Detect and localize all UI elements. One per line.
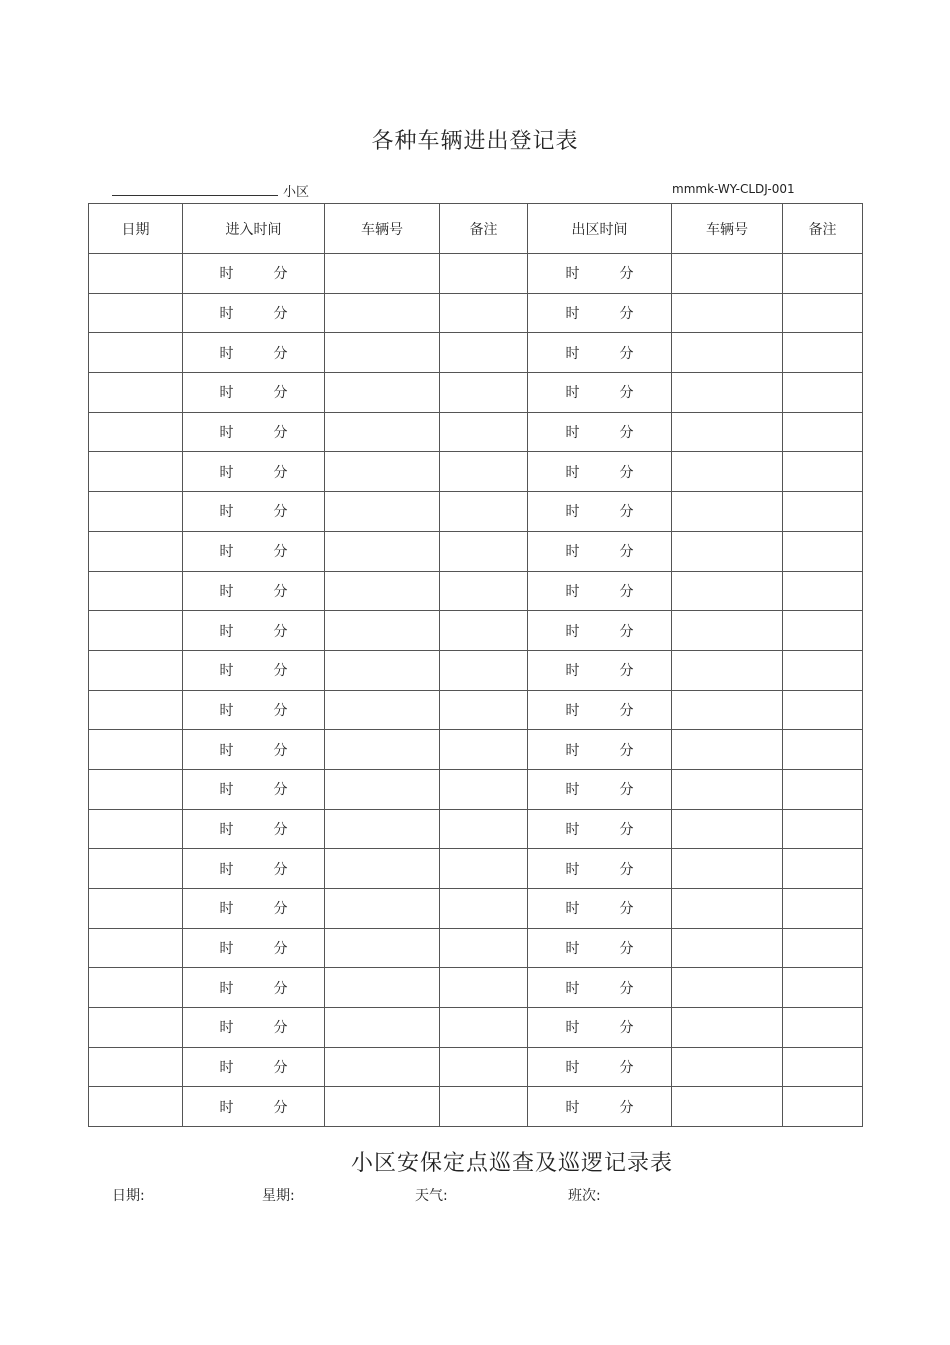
plate-in-cell[interactable] [325,730,440,770]
date-cell[interactable] [89,611,183,651]
minute-label: 分 [273,266,288,283]
table-row [89,531,863,571]
entry-time-cell[interactable] [183,968,325,1008]
remarks-in-cell[interactable] [440,531,528,571]
minute-label: 分 [619,1099,634,1116]
plate-out-cell[interactable] [672,611,783,651]
date-cell[interactable] [89,412,183,452]
plate-out-cell[interactable] [672,452,783,492]
minute-label: 分 [619,663,634,680]
hour-label: 时 [219,901,234,918]
date-cell[interactable] [89,1087,183,1127]
hour-label: 时 [565,1060,580,1077]
remarks-out-cell[interactable] [783,769,863,809]
hour-label: 时 [219,821,234,838]
hour-label: 时 [219,345,234,362]
exit-time-cell[interactable] [528,1008,672,1048]
remarks-in-cell[interactable] [440,611,528,651]
hour-label: 时 [219,504,234,521]
table-row [89,809,863,849]
date-cell[interactable] [89,1047,183,1087]
remarks-out-cell[interactable] [783,412,863,452]
minute-label: 分 [619,742,634,759]
table-row [89,571,863,611]
plate-in-cell[interactable] [325,1047,440,1087]
hour-label: 时 [565,663,580,680]
remarks-in-cell[interactable] [440,373,528,413]
remarks-out-cell[interactable] [783,333,863,373]
plate-in-cell[interactable] [325,492,440,532]
header-plate-in: 车辆号 [325,204,440,254]
date-cell[interactable] [89,690,183,730]
table-row [89,333,863,373]
hour-label: 时 [565,464,580,481]
exit-time-cell[interactable] [528,769,672,809]
plate-out-cell[interactable] [672,650,783,690]
hour-label: 时 [219,1099,234,1116]
entry-time-cell[interactable] [183,571,325,611]
hour-label: 时 [219,583,234,600]
minute-label: 分 [273,544,288,561]
exit-time-cell[interactable] [528,611,672,651]
entry-time-cell[interactable] [183,1008,325,1048]
exit-time-cell[interactable] [528,571,672,611]
hour-label: 时 [219,464,234,481]
remarks-in-cell[interactable] [440,1008,528,1048]
table-row [89,254,863,294]
plate-in-cell[interactable] [325,650,440,690]
table-row [89,650,863,690]
exit-time-cell[interactable] [528,492,672,532]
entry-time-cell[interactable] [183,690,325,730]
remarks-in-cell[interactable] [440,650,528,690]
hour-label: 时 [565,306,580,323]
remarks-in-cell[interactable] [440,1087,528,1127]
remarks-in-cell[interactable] [440,333,528,373]
entry-time-cell[interactable] [183,730,325,770]
hour-label: 时 [565,901,580,918]
plate-in-cell[interactable] [325,571,440,611]
minute-label: 分 [273,861,288,878]
plate-out-cell[interactable] [672,254,783,294]
plate-out-cell[interactable] [672,492,783,532]
exit-time-cell[interactable] [528,1087,672,1127]
hour-label: 时 [565,861,580,878]
field-date-label: 日期: [112,1188,145,1204]
remarks-in-cell[interactable] [440,769,528,809]
table-row [89,1087,863,1127]
hour-label: 时 [565,345,580,362]
remarks-out-cell[interactable] [783,373,863,413]
remarks-out-cell[interactable] [783,492,863,532]
minute-label: 分 [273,425,288,442]
plate-out-cell[interactable] [672,1008,783,1048]
minute-label: 分 [619,425,634,442]
plate-out-cell[interactable] [672,889,783,929]
entry-time-cell[interactable] [183,452,325,492]
minute-label: 分 [273,345,288,362]
hour-label: 时 [219,742,234,759]
plate-out-cell[interactable] [672,1047,783,1087]
exit-time-cell[interactable] [528,412,672,452]
minute-label: 分 [273,821,288,838]
remarks-out-cell[interactable] [783,809,863,849]
hour-label: 时 [219,1060,234,1077]
remarks-in-cell[interactable] [440,730,528,770]
second-form-title: 小区安保定点巡查及巡逻记录表 [351,1151,674,1176]
hour-label: 时 [565,623,580,640]
minute-label: 分 [273,1099,288,1116]
header-date: 日期 [89,204,183,254]
date-cell[interactable] [89,809,183,849]
table-row [89,928,863,968]
table-row [89,889,863,929]
exit-time-cell[interactable] [528,254,672,294]
plate-out-cell[interactable] [672,571,783,611]
plate-in-cell[interactable] [325,849,440,889]
entry-time-cell[interactable] [183,254,325,294]
minute-label: 分 [619,980,634,997]
date-cell[interactable] [89,730,183,770]
remarks-in-cell[interactable] [440,690,528,730]
plate-in-cell[interactable] [325,968,440,1008]
plate-out-cell[interactable] [672,333,783,373]
minute-label: 分 [273,504,288,521]
date-cell[interactable] [89,928,183,968]
date-cell[interactable] [89,769,183,809]
remarks-out-cell[interactable] [783,571,863,611]
plate-in-cell[interactable] [325,928,440,968]
date-cell[interactable] [89,452,183,492]
remarks-out-cell[interactable] [783,293,863,333]
remarks-out-cell[interactable] [783,968,863,1008]
table-row [89,690,863,730]
table-row [89,968,863,1008]
exit-time-cell[interactable] [528,690,672,730]
minute-label: 分 [619,1020,634,1037]
hour-label: 时 [565,742,580,759]
exit-time-cell[interactable] [528,1047,672,1087]
minute-label: 分 [619,345,634,362]
table-row [89,452,863,492]
table-body [89,254,863,1127]
entry-time-cell[interactable] [183,650,325,690]
plate-out-cell[interactable] [672,293,783,333]
entry-time-cell[interactable] [183,849,325,889]
remarks-in-cell[interactable] [440,849,528,889]
plate-out-cell[interactable] [672,769,783,809]
date-cell[interactable] [89,254,183,294]
hour-label: 时 [565,425,580,442]
plate-out-cell[interactable] [672,373,783,413]
remarks-in-cell[interactable] [440,492,528,532]
entry-time-cell[interactable] [183,809,325,849]
hour-label: 时 [219,980,234,997]
minute-label: 分 [273,782,288,799]
plate-in-cell[interactable] [325,333,440,373]
table-row [89,1047,863,1087]
plate-in-cell[interactable] [325,611,440,651]
exit-time-cell[interactable] [528,293,672,333]
minute-label: 分 [273,583,288,600]
minute-label: 分 [273,742,288,759]
remarks-in-cell[interactable] [440,452,528,492]
date-cell[interactable] [89,889,183,929]
hour-label: 时 [219,782,234,799]
remarks-out-cell[interactable] [783,1087,863,1127]
plate-in-cell[interactable] [325,769,440,809]
plate-out-cell[interactable] [672,730,783,770]
remarks-in-cell[interactable] [440,254,528,294]
minute-label: 分 [273,306,288,323]
table-row [89,611,863,651]
date-cell[interactable] [89,849,183,889]
plate-out-cell[interactable] [672,928,783,968]
date-cell[interactable] [89,333,183,373]
entry-time-cell[interactable] [183,889,325,929]
minute-label: 分 [619,782,634,799]
remarks-out-cell[interactable] [783,849,863,889]
plate-in-cell[interactable] [325,809,440,849]
remarks-out-cell[interactable] [783,730,863,770]
minute-label: 分 [619,941,634,958]
district-name-blank [112,195,278,196]
district-label: 小区 [283,185,310,200]
header-exit-time: 出区时间 [528,204,672,254]
entry-time-cell[interactable] [183,412,325,452]
plate-in-cell[interactable] [325,412,440,452]
remarks-in-cell[interactable] [440,293,528,333]
minute-label: 分 [273,663,288,680]
entry-time-cell[interactable] [183,531,325,571]
plate-in-cell[interactable] [325,889,440,929]
minute-label: 分 [619,1060,634,1077]
plate-in-cell[interactable] [325,293,440,333]
hour-label: 时 [219,425,234,442]
exit-time-cell[interactable] [528,531,672,571]
entry-time-cell[interactable] [183,333,325,373]
hour-label: 时 [219,623,234,640]
date-cell[interactable] [89,492,183,532]
plate-in-cell[interactable] [325,1008,440,1048]
exit-time-cell[interactable] [528,333,672,373]
table-row [89,849,863,889]
exit-time-cell[interactable] [528,809,672,849]
remarks-in-cell[interactable] [440,968,528,1008]
minute-label: 分 [619,385,634,402]
hour-label: 时 [565,1020,580,1037]
date-cell[interactable] [89,1008,183,1048]
minute-label: 分 [619,702,634,719]
remarks-out-cell[interactable] [783,452,863,492]
field-shift-label: 班次: [568,1188,601,1204]
minute-label: 分 [619,544,634,561]
exit-time-cell[interactable] [528,849,672,889]
table-row [89,769,863,809]
hour-label: 时 [565,583,580,600]
document-code: mmmk-WY-CLDJ-001 [672,182,795,196]
entry-time-cell[interactable] [183,373,325,413]
minute-label: 分 [273,385,288,402]
plate-out-cell[interactable] [672,412,783,452]
remarks-out-cell[interactable] [783,254,863,294]
date-cell[interactable] [89,373,183,413]
date-cell[interactable] [89,968,183,1008]
plate-out-cell[interactable] [672,1087,783,1127]
entry-time-cell[interactable] [183,1047,325,1087]
table-row [89,1008,863,1048]
minute-label: 分 [619,861,634,878]
hour-label: 时 [219,1020,234,1037]
hour-label: 时 [565,385,580,402]
remarks-in-cell[interactable] [440,809,528,849]
exit-time-cell[interactable] [528,452,672,492]
plate-out-cell[interactable] [672,531,783,571]
minute-label: 分 [619,623,634,640]
plate-in-cell[interactable] [325,452,440,492]
entry-time-cell[interactable] [183,293,325,333]
minute-label: 分 [273,1060,288,1077]
plate-in-cell[interactable] [325,254,440,294]
remarks-out-cell[interactable] [783,1008,863,1048]
table-row [89,730,863,770]
hour-label: 时 [565,504,580,521]
minute-label: 分 [619,306,634,323]
entry-time-cell[interactable] [183,611,325,651]
minute-label: 分 [273,702,288,719]
minute-label: 分 [619,504,634,521]
remarks-in-cell[interactable] [440,1047,528,1087]
hour-label: 时 [219,702,234,719]
hour-label: 时 [219,266,234,283]
entry-time-cell[interactable] [183,769,325,809]
hour-label: 时 [565,266,580,283]
minute-label: 分 [619,266,634,283]
header-remarks-in: 备注 [440,204,528,254]
vehicle-register-table [88,203,863,1127]
minute-label: 分 [619,821,634,838]
hour-label: 时 [565,1099,580,1116]
table-row [89,373,863,413]
hour-label: 时 [565,941,580,958]
minute-label: 分 [273,1020,288,1037]
plate-out-cell[interactable] [672,849,783,889]
remarks-out-cell[interactable] [783,1047,863,1087]
date-cell[interactable] [89,531,183,571]
minute-label: 分 [273,901,288,918]
table-row [89,492,863,532]
exit-time-cell[interactable] [528,373,672,413]
remarks-out-cell[interactable] [783,611,863,651]
exit-time-cell[interactable] [528,968,672,1008]
hour-label: 时 [219,861,234,878]
header-entry-time: 进入时间 [183,204,325,254]
table-row [89,412,863,452]
entry-time-cell[interactable] [183,492,325,532]
exit-time-cell[interactable] [528,889,672,929]
minute-label: 分 [273,623,288,640]
remarks-out-cell[interactable] [783,531,863,571]
minute-label: 分 [619,464,634,481]
entry-time-cell[interactable] [183,928,325,968]
table-header-row [89,204,863,254]
remarks-out-cell[interactable] [783,690,863,730]
plate-in-cell[interactable] [325,690,440,730]
field-weekday-label: 星期: [262,1188,295,1204]
plate-out-cell[interactable] [672,809,783,849]
plate-in-cell[interactable] [325,1087,440,1127]
minute-label: 分 [273,980,288,997]
hour-label: 时 [565,782,580,799]
hour-label: 时 [219,663,234,680]
date-cell[interactable] [89,571,183,611]
minute-label: 分 [273,464,288,481]
minute-label: 分 [619,901,634,918]
remarks-in-cell[interactable] [440,928,528,968]
plate-out-cell[interactable] [672,968,783,1008]
exit-time-cell[interactable] [528,928,672,968]
remarks-out-cell[interactable] [783,889,863,929]
form-title: 各种车辆进出登记表 [371,129,579,154]
hour-label: 时 [565,544,580,561]
entry-time-cell[interactable] [183,1087,325,1127]
plate-in-cell[interactable] [325,373,440,413]
hour-label: 时 [219,306,234,323]
hour-label: 时 [565,980,580,997]
remarks-in-cell[interactable] [440,412,528,452]
exit-time-cell[interactable] [528,650,672,690]
hour-label: 时 [219,385,234,402]
remarks-in-cell[interactable] [440,889,528,929]
header-remarks-out: 备注 [783,204,863,254]
date-cell[interactable] [89,293,183,333]
remarks-out-cell[interactable] [783,650,863,690]
hour-label: 时 [565,821,580,838]
minute-label: 分 [273,941,288,958]
minute-label: 分 [619,583,634,600]
date-cell[interactable] [89,650,183,690]
hour-label: 时 [565,702,580,719]
remarks-out-cell[interactable] [783,928,863,968]
hour-label: 时 [219,941,234,958]
exit-time-cell[interactable] [528,730,672,770]
hour-label: 时 [219,544,234,561]
field-weather-label: 天气: [415,1188,448,1204]
table-row [89,293,863,333]
header-plate-out: 车辆号 [672,204,783,254]
remarks-in-cell[interactable] [440,571,528,611]
plate-in-cell[interactable] [325,531,440,571]
plate-out-cell[interactable] [672,690,783,730]
